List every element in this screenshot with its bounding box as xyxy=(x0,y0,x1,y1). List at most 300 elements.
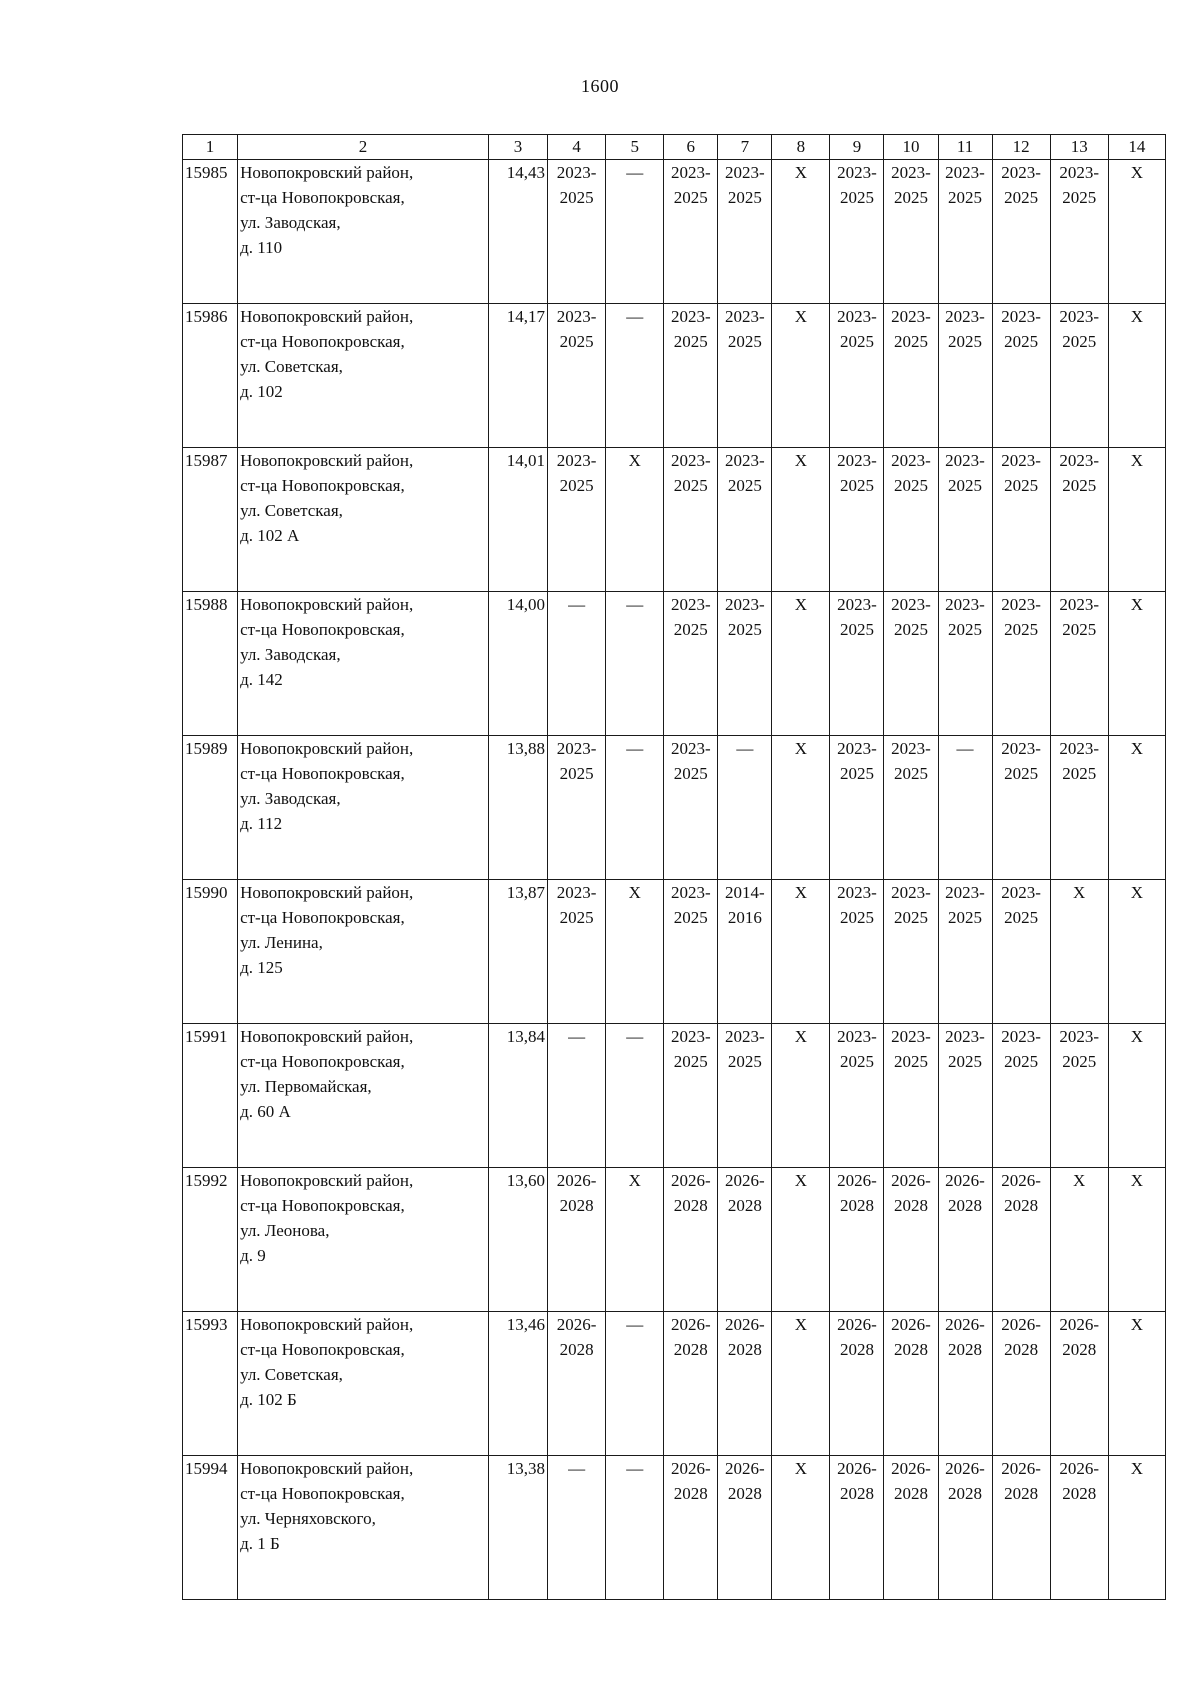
period-value: 2016 xyxy=(727,908,762,927)
address-line: д. 110 xyxy=(240,238,283,257)
period-value: Х xyxy=(794,595,808,614)
row-number: 15989 xyxy=(183,736,238,880)
period-cell xyxy=(992,880,1050,1024)
column-header: 4 xyxy=(548,135,606,160)
period-cell xyxy=(664,736,718,880)
row-number: 15992 xyxy=(183,1168,238,1312)
period-cell xyxy=(992,1168,1050,1312)
address-line: ст-ца Новопокровская, xyxy=(240,332,405,351)
period-value: — xyxy=(626,1315,644,1334)
period-cell xyxy=(772,160,830,304)
period-value: Х xyxy=(794,1027,808,1046)
period-value: 2025 xyxy=(839,908,874,927)
row-number: 15991 xyxy=(183,1024,238,1168)
period-cell xyxy=(606,448,664,592)
period-cell xyxy=(606,880,664,1024)
period-cell xyxy=(884,1312,938,1456)
period-cell xyxy=(664,1024,718,1168)
period-value: 2023- xyxy=(837,1027,877,1046)
period-value: 2028 xyxy=(727,1340,762,1359)
period-value: 2026- xyxy=(945,1171,985,1190)
period-value: 2025 xyxy=(1004,620,1039,639)
column-header: 8 xyxy=(772,135,830,160)
period-value: 2025 xyxy=(1004,332,1039,351)
period-value: — xyxy=(626,595,644,614)
row-number: 15990 xyxy=(183,880,238,1024)
period-value: Х xyxy=(794,163,808,182)
period-value: Х xyxy=(1130,1459,1144,1478)
period-value: Х xyxy=(1130,595,1144,614)
area-cell xyxy=(488,1024,547,1168)
period-value: 2028 xyxy=(948,1484,983,1503)
period-value: 2025 xyxy=(948,476,983,495)
period-value: 2028 xyxy=(1004,1484,1039,1503)
period-value: 2028 xyxy=(839,1196,874,1215)
column-header: 1 xyxy=(183,135,238,160)
period-value: 2023- xyxy=(670,451,711,470)
period-cell xyxy=(1050,1024,1108,1168)
period-value: 2028 xyxy=(559,1196,594,1215)
period-value: 2026- xyxy=(1059,1459,1100,1478)
period-cell xyxy=(884,880,938,1024)
period-value: Х xyxy=(794,307,808,326)
period-value: 2023- xyxy=(945,595,985,614)
period-cell xyxy=(1050,1456,1108,1600)
period-value: 2025 xyxy=(727,332,762,351)
address-line: ул. Первомайская, xyxy=(240,1077,372,1096)
period-value: 2023- xyxy=(837,307,877,326)
period-value: 2023- xyxy=(1059,307,1100,326)
period-cell xyxy=(1050,304,1108,448)
address-line: ул. Заводская, xyxy=(240,213,341,232)
address-line: д. 60 А xyxy=(240,1102,291,1121)
period-value: 2025 xyxy=(948,1052,983,1071)
period-cell xyxy=(548,1024,606,1168)
period-cell xyxy=(548,736,606,880)
period-value: — xyxy=(736,739,754,758)
period-value: 2025 xyxy=(1062,188,1097,207)
period-value: 2023- xyxy=(556,451,597,470)
period-value: 2023- xyxy=(891,307,931,326)
period-value: 2025 xyxy=(839,764,874,783)
period-cell xyxy=(830,160,884,304)
row-number: 15994 xyxy=(183,1456,238,1600)
period-cell xyxy=(772,1168,830,1312)
period-value: 2025 xyxy=(1004,764,1039,783)
period-value: 2025 xyxy=(673,764,708,783)
period-value: 2023- xyxy=(891,595,931,614)
period-cell xyxy=(884,1456,938,1600)
address-line: Новопокровский район, xyxy=(240,595,414,614)
period-value: 2023- xyxy=(670,307,711,326)
period-cell xyxy=(884,448,938,592)
period-cell xyxy=(992,1312,1050,1456)
address-line: д. 125 xyxy=(240,958,283,977)
period-value: 2028 xyxy=(727,1484,762,1503)
period-value: 2025 xyxy=(948,188,983,207)
period-cell xyxy=(992,304,1050,448)
period-value: 2023- xyxy=(556,739,597,758)
address-line: ул. Ленина, xyxy=(240,933,323,952)
period-cell xyxy=(772,880,830,1024)
period-value: 2026- xyxy=(891,1171,931,1190)
period-cell xyxy=(606,736,664,880)
table-row xyxy=(183,1312,1166,1456)
period-value: 2025 xyxy=(727,476,762,495)
address-line: ст-ца Новопокровская, xyxy=(240,1052,405,1071)
area-cell xyxy=(488,880,547,1024)
period-cell xyxy=(992,448,1050,592)
period-value: 2023- xyxy=(891,739,931,758)
period-value: 2023- xyxy=(945,307,985,326)
column-header: 13 xyxy=(1050,135,1108,160)
period-cell xyxy=(606,1456,664,1600)
period-value: 2023- xyxy=(891,883,931,902)
period-cell xyxy=(938,448,992,592)
period-value: Х xyxy=(1073,883,1086,902)
period-value: 2023- xyxy=(1001,451,1041,470)
period-cell xyxy=(772,304,830,448)
period-cell xyxy=(830,592,884,736)
period-value: 2025 xyxy=(727,620,762,639)
period-value: 2023- xyxy=(1059,451,1100,470)
period-value: 2028 xyxy=(1004,1196,1039,1215)
period-value: 2023- xyxy=(1001,163,1041,182)
address-line: Новопокровский район, xyxy=(240,883,414,902)
period-value: 2026- xyxy=(1001,1459,1041,1478)
period-cell xyxy=(1108,1456,1165,1600)
period-cell xyxy=(1050,448,1108,592)
period-value: 2023- xyxy=(724,451,765,470)
period-cell xyxy=(664,592,718,736)
area-value: 14,43 xyxy=(506,163,546,182)
period-value: 2026- xyxy=(837,1459,877,1478)
address-line: ст-ца Новопокровская, xyxy=(240,620,405,639)
period-value: 2026- xyxy=(945,1315,985,1334)
period-value: — xyxy=(956,739,974,758)
address-cell xyxy=(238,160,489,304)
period-value: 2026- xyxy=(837,1315,877,1334)
area-cell xyxy=(488,736,547,880)
area-cell xyxy=(488,304,547,448)
period-cell xyxy=(830,1456,884,1600)
period-cell xyxy=(1050,880,1108,1024)
row-number: 15986 xyxy=(183,304,238,448)
table-header xyxy=(183,135,1166,160)
table-row xyxy=(183,448,1166,592)
area-value: 14,17 xyxy=(506,307,546,326)
period-cell xyxy=(938,1312,992,1456)
period-value: 2023- xyxy=(556,163,597,182)
period-cell xyxy=(718,880,772,1024)
address-line: ст-ца Новопокровская, xyxy=(240,908,405,927)
area-value: 13,87 xyxy=(506,883,546,902)
table-row xyxy=(183,304,1166,448)
period-value: 2025 xyxy=(839,332,874,351)
period-cell xyxy=(606,1312,664,1456)
period-value: 2023- xyxy=(1001,595,1041,614)
period-cell xyxy=(664,448,718,592)
period-value: 2025 xyxy=(559,188,594,207)
period-value: 2014- xyxy=(724,883,765,902)
period-value: 2025 xyxy=(727,1052,762,1071)
period-cell xyxy=(718,736,772,880)
period-cell xyxy=(664,304,718,448)
address-line: Новопокровский район, xyxy=(240,307,414,326)
address-cell xyxy=(238,1456,489,1600)
period-cell xyxy=(548,592,606,736)
period-value: 2026- xyxy=(891,1459,931,1478)
address-cell xyxy=(238,304,489,448)
period-value: 2023- xyxy=(724,163,765,182)
period-value: Х xyxy=(1130,739,1144,758)
period-cell xyxy=(664,1168,718,1312)
period-value: 2026- xyxy=(556,1171,597,1190)
period-value: — xyxy=(626,1459,644,1478)
area-cell xyxy=(488,1168,547,1312)
period-value: 2023- xyxy=(837,595,877,614)
address-line: ул. Черняховского, xyxy=(240,1509,376,1528)
period-cell xyxy=(830,1312,884,1456)
address-cell xyxy=(238,1312,489,1456)
period-value: 2023- xyxy=(1001,307,1041,326)
period-value: 2026- xyxy=(556,1315,597,1334)
column-header: 11 xyxy=(938,135,992,160)
period-value: 2023- xyxy=(837,451,877,470)
period-value: 2025 xyxy=(1004,908,1039,927)
period-value: 2028 xyxy=(839,1484,874,1503)
period-value: 2026- xyxy=(724,1171,765,1190)
period-cell xyxy=(884,160,938,304)
period-cell xyxy=(718,1024,772,1168)
period-value: 2025 xyxy=(893,332,928,351)
address-line: ул. Заводская, xyxy=(240,789,341,808)
period-value: 2023- xyxy=(724,595,765,614)
period-value: 2025 xyxy=(948,908,983,927)
period-cell xyxy=(1108,304,1165,448)
period-cell xyxy=(1108,1024,1165,1168)
address-cell xyxy=(238,592,489,736)
period-value: Х xyxy=(1073,1171,1086,1190)
row-number: 15993 xyxy=(183,1312,238,1456)
address-cell xyxy=(238,1024,489,1168)
address-line: д. 102 xyxy=(240,382,283,401)
address-line: Новопокровский район, xyxy=(240,1459,414,1478)
period-value: 2026- xyxy=(837,1171,877,1190)
period-cell xyxy=(772,1312,830,1456)
period-value: 2026- xyxy=(945,1459,985,1478)
period-value: 2023- xyxy=(1001,739,1041,758)
page-number: 1600 xyxy=(581,76,619,96)
period-cell xyxy=(548,448,606,592)
period-cell xyxy=(1108,160,1165,304)
period-value: 2025 xyxy=(559,764,594,783)
period-value: 2023- xyxy=(1059,163,1100,182)
address-line: Новопокровский район, xyxy=(240,451,414,470)
period-cell xyxy=(938,1024,992,1168)
period-value: — xyxy=(626,163,644,182)
address-line: ул. Советская, xyxy=(240,1365,343,1384)
address-line: Новопокровский район, xyxy=(240,163,414,182)
address-line: ст-ца Новопокровская, xyxy=(240,764,405,783)
address-line: ул. Советская, xyxy=(240,501,343,520)
registry-table xyxy=(182,134,1166,1600)
period-cell xyxy=(548,880,606,1024)
period-value: 2025 xyxy=(839,476,874,495)
address-line: д. 1 Б xyxy=(240,1534,280,1553)
period-cell xyxy=(992,592,1050,736)
period-value: 2026- xyxy=(670,1315,711,1334)
period-cell xyxy=(772,1024,830,1168)
period-cell xyxy=(1050,1168,1108,1312)
table-row xyxy=(183,160,1166,304)
period-value: Х xyxy=(794,451,808,470)
period-value: 2025 xyxy=(673,476,708,495)
period-cell xyxy=(606,1024,664,1168)
address-cell xyxy=(238,1168,489,1312)
period-value: 2023- xyxy=(670,163,711,182)
period-cell xyxy=(718,1456,772,1600)
period-cell xyxy=(884,1168,938,1312)
period-value: Х xyxy=(1130,1315,1144,1334)
period-value: 2025 xyxy=(559,332,594,351)
table-row xyxy=(183,592,1166,736)
period-value: 2028 xyxy=(948,1340,983,1359)
period-cell xyxy=(1108,736,1165,880)
address-line: Новопокровский район, xyxy=(240,739,414,758)
column-header: 9 xyxy=(830,135,884,160)
period-cell xyxy=(884,1024,938,1168)
period-cell xyxy=(548,1312,606,1456)
area-cell xyxy=(488,160,547,304)
period-value: 2028 xyxy=(559,1340,594,1359)
period-cell xyxy=(830,448,884,592)
period-cell xyxy=(830,304,884,448)
address-line: д. 102 Б xyxy=(240,1390,297,1409)
period-cell xyxy=(938,160,992,304)
period-cell xyxy=(1108,592,1165,736)
period-value: 2023- xyxy=(945,1027,985,1046)
address-cell xyxy=(238,736,489,880)
period-value: 2025 xyxy=(839,620,874,639)
area-value: 14,00 xyxy=(506,595,546,614)
area-value: 13,84 xyxy=(506,1027,546,1046)
period-cell xyxy=(938,736,992,880)
period-value: — xyxy=(626,307,644,326)
period-value: 2028 xyxy=(1004,1340,1039,1359)
period-value: Х xyxy=(1130,1171,1144,1190)
period-cell xyxy=(718,160,772,304)
period-value: Х xyxy=(628,451,641,470)
period-value: Х xyxy=(794,1171,808,1190)
period-value: 2028 xyxy=(948,1196,983,1215)
address-line: ул. Заводская, xyxy=(240,645,341,664)
period-cell xyxy=(830,736,884,880)
period-value: 2023- xyxy=(1001,883,1041,902)
period-value: 2025 xyxy=(1004,1052,1039,1071)
table-row xyxy=(183,1024,1166,1168)
period-cell xyxy=(1108,880,1165,1024)
address-line: ул. Советская, xyxy=(240,357,343,376)
period-cell xyxy=(938,592,992,736)
address-line: ст-ца Новопокровская, xyxy=(240,1340,405,1359)
period-cell xyxy=(548,1456,606,1600)
period-cell xyxy=(772,736,830,880)
period-value: 2028 xyxy=(1062,1340,1097,1359)
period-cell xyxy=(830,880,884,1024)
period-value: 2023- xyxy=(1001,1027,1041,1046)
period-value: 2028 xyxy=(673,1484,708,1503)
address-line: д. 102 А xyxy=(240,526,300,545)
period-value: 2023- xyxy=(945,883,985,902)
period-value: 2023- xyxy=(837,163,877,182)
period-cell xyxy=(548,160,606,304)
period-value: 2025 xyxy=(893,620,928,639)
period-cell xyxy=(664,160,718,304)
row-number: 15985 xyxy=(183,160,238,304)
period-value: 2026- xyxy=(724,1315,765,1334)
period-value: 2023- xyxy=(837,739,877,758)
period-value: 2028 xyxy=(673,1196,708,1215)
period-value: — xyxy=(568,1459,586,1478)
area-value: 13,38 xyxy=(506,1459,546,1478)
period-value: 2028 xyxy=(839,1340,874,1359)
period-cell xyxy=(830,1024,884,1168)
address-line: Новопокровский район, xyxy=(240,1315,414,1334)
period-value: 2025 xyxy=(673,332,708,351)
period-value: — xyxy=(568,595,586,614)
period-value: 2025 xyxy=(673,620,708,639)
column-header: 7 xyxy=(718,135,772,160)
period-value: Х xyxy=(794,739,808,758)
address-line: д. 142 xyxy=(240,670,283,689)
period-value: Х xyxy=(1130,307,1144,326)
row-number: 15988 xyxy=(183,592,238,736)
period-value: Х xyxy=(794,1459,808,1478)
address-line: д. 112 xyxy=(240,814,283,833)
address-line: ст-ца Новопокровская, xyxy=(240,476,405,495)
area-cell xyxy=(488,448,547,592)
table-body xyxy=(183,160,1166,1600)
period-value: 2025 xyxy=(727,188,762,207)
period-value: 2025 xyxy=(893,764,928,783)
period-value: 2026- xyxy=(1001,1171,1041,1190)
period-cell xyxy=(606,592,664,736)
period-value: 2025 xyxy=(1004,188,1039,207)
period-value: 2025 xyxy=(893,188,928,207)
column-header: 2 xyxy=(238,135,489,160)
period-value: Х xyxy=(1130,883,1144,902)
period-cell xyxy=(664,1312,718,1456)
period-value: 2023- xyxy=(891,163,931,182)
period-value: 2023- xyxy=(891,1027,931,1046)
area-value: 13,60 xyxy=(506,1171,546,1190)
period-value: 2026- xyxy=(724,1459,765,1478)
column-header: 3 xyxy=(488,135,547,160)
period-value: Х xyxy=(794,1315,808,1334)
period-value: Х xyxy=(628,883,641,902)
address-line: Новопокровский район, xyxy=(240,1171,414,1190)
address-line: Новопокровский район, xyxy=(240,1027,414,1046)
period-value: 2028 xyxy=(893,1196,928,1215)
period-value: 2028 xyxy=(893,1340,928,1359)
period-cell xyxy=(830,1168,884,1312)
table-row xyxy=(183,880,1166,1024)
period-value: 2025 xyxy=(673,188,708,207)
period-cell xyxy=(606,304,664,448)
address-line: ул. Леонова, xyxy=(240,1221,330,1240)
period-value: 2023- xyxy=(1059,739,1100,758)
